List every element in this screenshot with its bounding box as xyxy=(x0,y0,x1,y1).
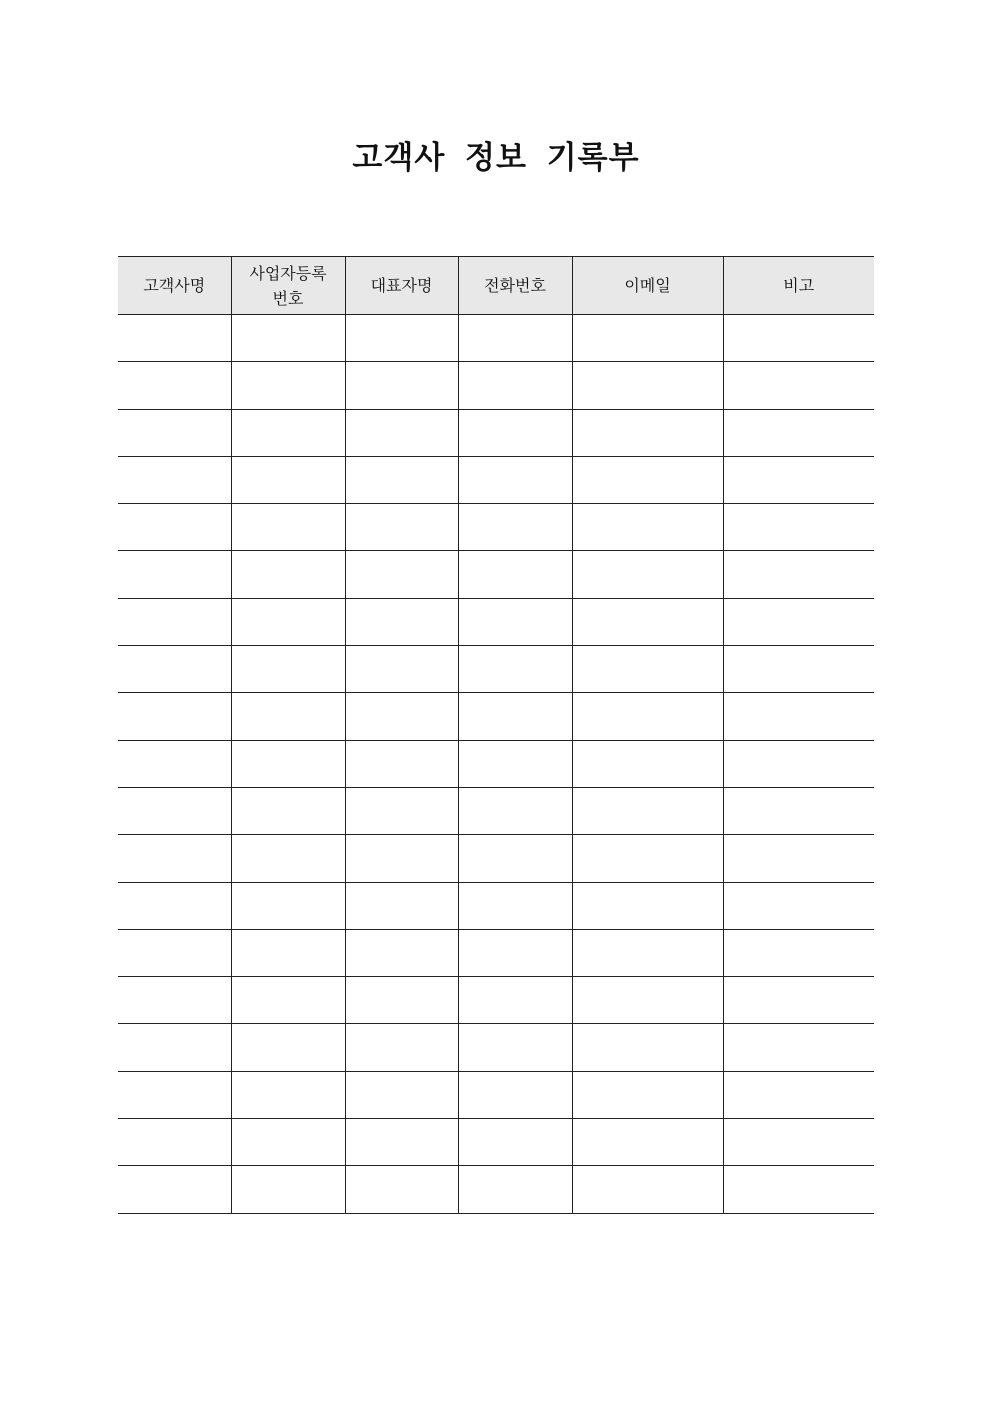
table-row xyxy=(118,693,874,740)
company-name-cell[interactable] xyxy=(118,1119,231,1166)
phone-number-cell[interactable] xyxy=(458,693,572,740)
table-row xyxy=(118,551,874,598)
column-header-business-registration-number: 사업자등록 번호 xyxy=(231,257,345,315)
remarks-cell[interactable] xyxy=(723,456,874,503)
phone-number-cell[interactable] xyxy=(458,456,572,503)
table-row xyxy=(118,504,874,551)
email-cell[interactable] xyxy=(572,504,723,551)
phone-number-cell[interactable] xyxy=(458,315,572,362)
business-registration-number-cell[interactable] xyxy=(231,740,345,787)
email-cell[interactable] xyxy=(572,882,723,929)
phone-number-cell[interactable] xyxy=(458,1024,572,1071)
phone-number-cell[interactable] xyxy=(458,929,572,976)
company-name-cell[interactable] xyxy=(118,551,231,598)
business-registration-number-cell[interactable] xyxy=(231,409,345,456)
phone-number-cell[interactable] xyxy=(458,1119,572,1166)
representative-name-cell[interactable] xyxy=(345,1071,458,1118)
phone-number-cell[interactable] xyxy=(458,646,572,693)
company-name-cell[interactable] xyxy=(118,787,231,834)
representative-name-cell[interactable] xyxy=(345,787,458,834)
table-row xyxy=(118,409,874,456)
company-name-cell[interactable] xyxy=(118,929,231,976)
phone-number-cell[interactable] xyxy=(458,787,572,834)
table-row xyxy=(118,1166,874,1213)
email-cell[interactable] xyxy=(572,315,723,362)
remarks-cell[interactable] xyxy=(723,362,874,409)
company-name-cell[interactable] xyxy=(118,1166,231,1213)
company-name-cell[interactable] xyxy=(118,409,231,456)
email-cell[interactable] xyxy=(572,1024,723,1071)
business-registration-number-cell[interactable] xyxy=(231,929,345,976)
business-registration-number-cell[interactable] xyxy=(231,362,345,409)
table-row xyxy=(118,598,874,645)
business-registration-number-cell[interactable] xyxy=(231,598,345,645)
representative-name-cell[interactable] xyxy=(345,929,458,976)
phone-number-cell[interactable] xyxy=(458,504,572,551)
remarks-cell[interactable] xyxy=(723,929,874,976)
table-row xyxy=(118,787,874,834)
table-row xyxy=(118,1119,874,1166)
representative-name-cell[interactable] xyxy=(345,835,458,882)
representative-name-cell[interactable] xyxy=(345,315,458,362)
email-cell[interactable] xyxy=(572,646,723,693)
business-registration-number-cell[interactable] xyxy=(231,551,345,598)
email-cell[interactable] xyxy=(572,598,723,645)
column-header-representative-name: 대표자명 xyxy=(345,257,458,315)
remarks-cell[interactable] xyxy=(723,1024,874,1071)
representative-name-cell[interactable] xyxy=(345,977,458,1024)
table-row xyxy=(118,882,874,929)
table-header-row xyxy=(118,257,874,315)
remarks-cell[interactable] xyxy=(723,835,874,882)
phone-number-cell[interactable] xyxy=(458,362,572,409)
company-name-cell[interactable] xyxy=(118,504,231,551)
remarks-cell[interactable] xyxy=(723,409,874,456)
table-row xyxy=(118,362,874,409)
business-registration-number-cell[interactable] xyxy=(231,835,345,882)
email-cell[interactable] xyxy=(572,409,723,456)
representative-name-cell[interactable] xyxy=(345,362,458,409)
representative-name-cell[interactable] xyxy=(345,1024,458,1071)
remarks-cell[interactable] xyxy=(723,598,874,645)
email-cell[interactable] xyxy=(572,456,723,503)
customer-record-table xyxy=(118,256,874,1214)
remarks-cell[interactable] xyxy=(723,1119,874,1166)
email-cell[interactable] xyxy=(572,787,723,834)
remarks-cell[interactable] xyxy=(723,315,874,362)
representative-name-cell[interactable] xyxy=(345,409,458,456)
company-name-cell[interactable] xyxy=(118,1071,231,1118)
representative-name-cell[interactable] xyxy=(345,456,458,503)
table-row xyxy=(118,456,874,503)
email-cell[interactable] xyxy=(572,551,723,598)
table-row xyxy=(118,315,874,362)
remarks-cell[interactable] xyxy=(723,693,874,740)
business-registration-number-cell[interactable] xyxy=(231,977,345,1024)
company-name-cell[interactable] xyxy=(118,456,231,503)
representative-name-cell[interactable] xyxy=(345,693,458,740)
page-title: 고객사 정보 기록부 xyxy=(352,140,640,176)
email-cell[interactable] xyxy=(572,1071,723,1118)
remarks-cell[interactable] xyxy=(723,882,874,929)
remarks-cell[interactable] xyxy=(723,787,874,834)
company-name-cell[interactable] xyxy=(118,315,231,362)
email-cell[interactable] xyxy=(572,929,723,976)
column-header-phone-number: 전화번호 xyxy=(458,257,572,315)
table-row xyxy=(118,977,874,1024)
company-name-cell[interactable] xyxy=(118,740,231,787)
email-cell[interactable] xyxy=(572,1119,723,1166)
business-registration-number-cell[interactable] xyxy=(231,456,345,503)
company-name-cell[interactable] xyxy=(118,1024,231,1071)
phone-number-cell[interactable] xyxy=(458,740,572,787)
table-row xyxy=(118,1024,874,1071)
phone-number-cell[interactable] xyxy=(458,835,572,882)
email-cell[interactable] xyxy=(572,740,723,787)
representative-name-cell[interactable] xyxy=(345,1166,458,1213)
remarks-cell[interactable] xyxy=(723,504,874,551)
business-registration-number-cell[interactable] xyxy=(231,315,345,362)
business-registration-number-cell[interactable] xyxy=(231,504,345,551)
email-cell[interactable] xyxy=(572,1166,723,1213)
table-row xyxy=(118,646,874,693)
representative-name-cell[interactable] xyxy=(345,1119,458,1166)
business-registration-number-cell[interactable] xyxy=(231,1119,345,1166)
phone-number-cell[interactable] xyxy=(458,1071,572,1118)
email-cell[interactable] xyxy=(572,977,723,1024)
company-name-cell[interactable] xyxy=(118,977,231,1024)
phone-number-cell[interactable] xyxy=(458,409,572,456)
table-row xyxy=(118,835,874,882)
email-cell[interactable] xyxy=(572,693,723,740)
column-header-email: 이메일 xyxy=(572,257,723,315)
table-row xyxy=(118,740,874,787)
phone-number-cell[interactable] xyxy=(458,598,572,645)
company-name-cell[interactable] xyxy=(118,598,231,645)
representative-name-cell[interactable] xyxy=(345,740,458,787)
representative-name-cell[interactable] xyxy=(345,504,458,551)
business-registration-number-cell[interactable] xyxy=(231,693,345,740)
company-name-cell[interactable] xyxy=(118,362,231,409)
representative-name-cell[interactable] xyxy=(345,646,458,693)
representative-name-cell[interactable] xyxy=(345,551,458,598)
business-registration-number-cell[interactable] xyxy=(231,1071,345,1118)
company-name-cell[interactable] xyxy=(118,646,231,693)
table-body xyxy=(118,315,874,1214)
remarks-cell[interactable] xyxy=(723,551,874,598)
company-name-cell[interactable] xyxy=(118,835,231,882)
company-name-cell[interactable] xyxy=(118,693,231,740)
business-registration-number-cell[interactable] xyxy=(231,646,345,693)
table-row xyxy=(118,1071,874,1118)
phone-number-cell[interactable] xyxy=(458,1166,572,1213)
business-registration-number-cell[interactable] xyxy=(231,1166,345,1213)
remarks-cell[interactable] xyxy=(723,1166,874,1213)
column-header-remarks: 비고 xyxy=(723,257,874,315)
remarks-cell[interactable] xyxy=(723,646,874,693)
company-name-cell[interactable] xyxy=(118,882,231,929)
phone-number-cell[interactable] xyxy=(458,882,572,929)
column-header-company-name: 고객사명 xyxy=(118,257,231,315)
email-cell[interactable] xyxy=(572,362,723,409)
remarks-cell[interactable] xyxy=(723,1071,874,1118)
representative-name-cell[interactable] xyxy=(345,598,458,645)
remarks-cell[interactable] xyxy=(723,740,874,787)
email-cell[interactable] xyxy=(572,835,723,882)
business-registration-number-cell[interactable] xyxy=(231,787,345,834)
phone-number-cell[interactable] xyxy=(458,551,572,598)
representative-name-cell[interactable] xyxy=(345,882,458,929)
remarks-cell[interactable] xyxy=(723,977,874,1024)
phone-number-cell[interactable] xyxy=(458,977,572,1024)
table-row xyxy=(118,929,874,976)
business-registration-number-cell[interactable] xyxy=(231,1024,345,1071)
business-registration-number-cell[interactable] xyxy=(231,882,345,929)
